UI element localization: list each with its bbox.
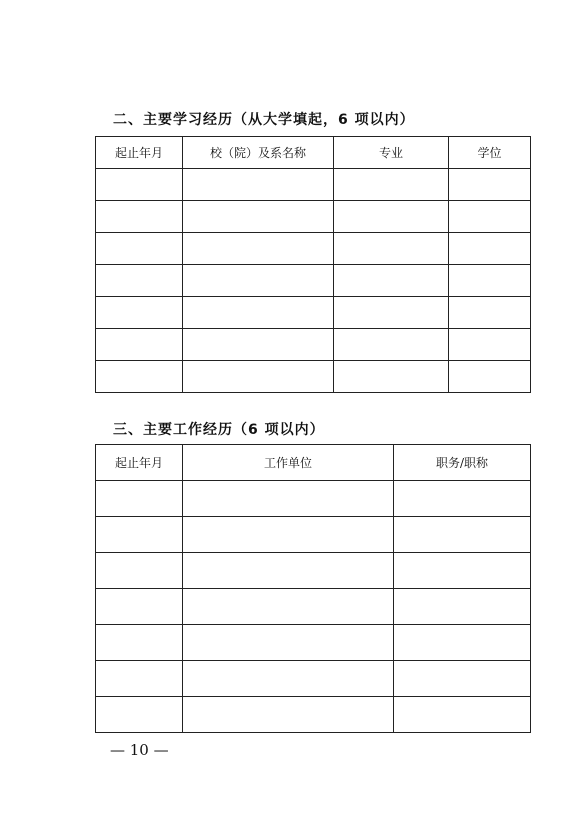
- table-cell[interactable]: [394, 697, 531, 733]
- table-cell[interactable]: [449, 329, 531, 361]
- table-row: [96, 625, 531, 661]
- work-history-table: [95, 444, 531, 733]
- table-header-row: [96, 137, 531, 169]
- table-row: [96, 661, 531, 697]
- table-cell[interactable]: [183, 625, 394, 661]
- table-cell[interactable]: [183, 553, 394, 589]
- study-history-table: [95, 136, 531, 393]
- table-row: [96, 201, 531, 233]
- page-number: — 10 —: [110, 741, 169, 759]
- table-cell[interactable]: [96, 297, 183, 329]
- table-cell[interactable]: [183, 297, 334, 329]
- column-header-period: 起止年月: [96, 137, 183, 169]
- column-header-title: 职务/职称: [394, 445, 531, 481]
- table-cell[interactable]: [334, 361, 449, 393]
- table-cell[interactable]: [334, 233, 449, 265]
- table-row: [96, 169, 531, 201]
- table-cell[interactable]: [96, 169, 183, 201]
- table-cell[interactable]: [183, 361, 334, 393]
- table-cell[interactable]: [334, 297, 449, 329]
- table-header-row: [96, 445, 531, 481]
- table-cell[interactable]: [334, 201, 449, 233]
- table-cell[interactable]: [96, 265, 183, 297]
- table-cell[interactable]: [183, 233, 334, 265]
- table-cell[interactable]: [183, 329, 334, 361]
- work-history-heading: 三、主要工作经历（6 项以内）: [113, 422, 325, 438]
- table-cell[interactable]: [394, 589, 531, 625]
- table-cell[interactable]: [183, 265, 334, 297]
- table-cell[interactable]: [183, 589, 394, 625]
- table-cell[interactable]: [96, 481, 183, 517]
- table-row: [96, 361, 531, 393]
- column-header-period: 起止年月: [96, 445, 183, 481]
- table-cell[interactable]: [449, 361, 531, 393]
- table-cell[interactable]: [394, 661, 531, 697]
- table-cell[interactable]: [394, 481, 531, 517]
- table-row: [96, 517, 531, 553]
- table-cell[interactable]: [96, 661, 183, 697]
- table-cell[interactable]: [334, 169, 449, 201]
- table-cell[interactable]: [96, 233, 183, 265]
- table-cell[interactable]: [183, 517, 394, 553]
- table-cell[interactable]: [394, 625, 531, 661]
- table-cell[interactable]: [449, 297, 531, 329]
- table-row: [96, 297, 531, 329]
- table-cell[interactable]: [183, 481, 394, 517]
- table-cell[interactable]: [449, 233, 531, 265]
- table-cell[interactable]: [96, 589, 183, 625]
- table-cell[interactable]: [183, 697, 394, 733]
- table-cell[interactable]: [394, 517, 531, 553]
- table-cell[interactable]: [183, 169, 334, 201]
- table-cell[interactable]: [96, 201, 183, 233]
- table-cell[interactable]: [449, 265, 531, 297]
- table-cell[interactable]: [183, 661, 394, 697]
- table-cell[interactable]: [334, 265, 449, 297]
- table-row: [96, 589, 531, 625]
- column-header-major: 专业: [334, 137, 449, 169]
- table-cell[interactable]: [449, 201, 531, 233]
- table-cell[interactable]: [96, 517, 183, 553]
- table-row: [96, 697, 531, 733]
- table-cell[interactable]: [394, 553, 531, 589]
- table-row: [96, 329, 531, 361]
- table-cell[interactable]: [96, 697, 183, 733]
- column-header-degree: 学位: [449, 137, 531, 169]
- table-row: [96, 481, 531, 517]
- table-cell[interactable]: [96, 361, 183, 393]
- table-cell[interactable]: [96, 553, 183, 589]
- table-cell[interactable]: [183, 201, 334, 233]
- table-cell[interactable]: [334, 329, 449, 361]
- study-history-heading: 二、主要学习经历（从大学填起，6 项以内）: [113, 112, 415, 128]
- column-header-employer: 工作单位: [183, 445, 394, 481]
- table-cell[interactable]: [96, 625, 183, 661]
- table-row: [96, 233, 531, 265]
- table-row: [96, 265, 531, 297]
- table-row: [96, 553, 531, 589]
- table-cell[interactable]: [449, 169, 531, 201]
- table-cell[interactable]: [96, 329, 183, 361]
- column-header-school: 校（院）及系名称: [183, 137, 334, 169]
